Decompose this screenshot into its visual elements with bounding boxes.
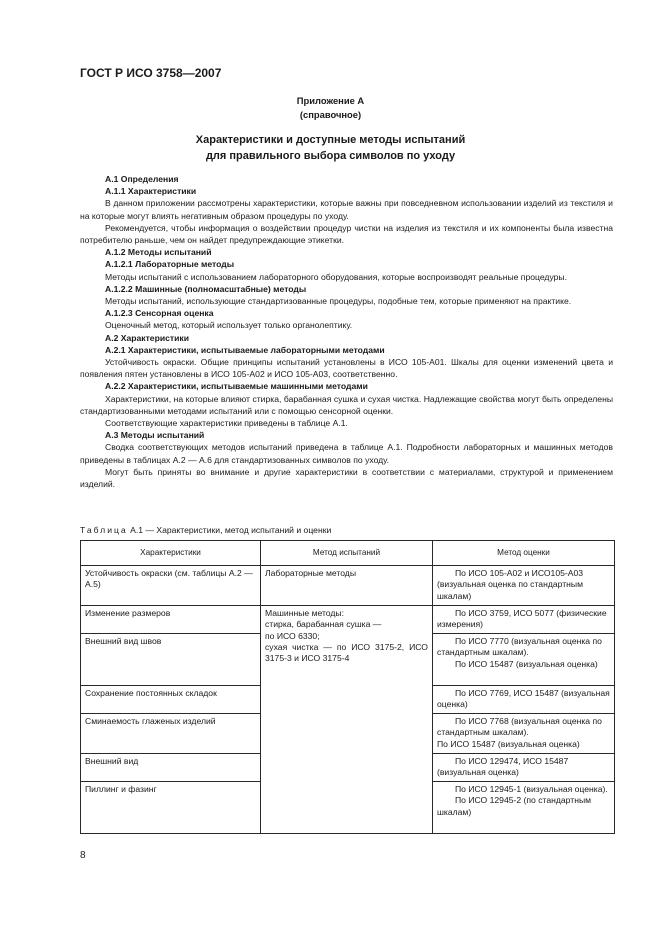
section-heading: А.1 Определения (105, 174, 179, 184)
section-heading: А.3 Методы испытаний (105, 430, 205, 441)
machine-method-line: сухая чистка — по ИСО 3175-2, ИСО 3175-3 и ИСО 3175-4 (265, 641, 428, 664)
paragraph: Устойчивость окраски. Общие принципы испытаний установлены в ИСО 105-А01. Шкалы для оценки изменений цвета и появления пятен установлены в ИСО 105-А02 и ИСО 105-А03, соответственно. (80, 357, 613, 380)
machine-method-line: стирка, барабанная сушка — (265, 619, 382, 630)
machine-method-line: Машинные методы: (265, 608, 344, 618)
machine-method-line: по ИСО 6330; (265, 630, 320, 641)
table-caption (80, 525, 331, 535)
appendix-kind: (справочное) (299, 109, 362, 120)
header-characteristics: Характеристики (81, 541, 261, 566)
appendix-title-line-2: для правильного выбора символов по уходу (205, 150, 456, 162)
table-row (81, 566, 615, 606)
evaluation-cell: По ИСО 129474, ИСО 15487 (визуальная оценка) (433, 754, 615, 782)
evaluation-cell (433, 634, 615, 686)
evaluation-line: По ИСО 7768 (визуальная оценка по стандартным шкалам). (437, 716, 602, 738)
characteristic-cell: Пиллинг и фазинг (81, 782, 261, 834)
evaluation-cell: По ИСО 3759, ИСО 5077 (физические измерения) (433, 606, 615, 634)
table-row (81, 606, 615, 634)
paragraph: Могут быть приняты во внимание и другие характеристики в соответствии с материалами, структурой и применением изделий. (80, 466, 613, 490)
characteristic-cell: Внешний вид швов (81, 634, 261, 686)
body-text (80, 173, 613, 490)
paragraph: Характеристики, на которые влияют стирка, барабанная сушка и сухая чистка. Надлежащие свойства могут быть определены стандартизованными методами испытаний или с помощью сенсорной оценки. (80, 393, 613, 416)
evaluation-cell (433, 714, 615, 754)
appendix-label: Приложение А (296, 95, 365, 106)
table-caption-prefix: Таблица (80, 525, 128, 535)
table-caption-text: А.1 — Характеристики, метод испытаний и оценки (130, 525, 332, 535)
evaluation-line: По ИСО 12945-2 (по стандартным шкалам) (437, 795, 592, 817)
header-test-method: Метод испытаний (261, 541, 433, 566)
paragraph: Методы испытаний, использующие стандартизованные процедуры, подобные тем, которые применяют на практике. (105, 296, 572, 307)
evaluation-line: По ИСО 12945-1 (визуальная оценка). (455, 784, 608, 794)
evaluation-line: По ИСО 15487 (визуальная оценка) (455, 658, 598, 669)
evaluation-line: По ИСО 15487 (визуальная оценка) (437, 738, 580, 749)
table-header-row (81, 541, 615, 566)
paragraph: Соответствующие характеристики приведены в таблице А.1. (105, 418, 348, 429)
section-heading: А.2.1 Характеристики, испытываемые лабораторными методами (105, 344, 385, 355)
section-heading: А.1.2.2 Машинные (полномасштабные) методы (105, 283, 307, 294)
paragraph: Сводка соответствующих методов испытаний приведена в таблице А.1. Подробности лабораторных и машинных методов приведены в таблицах А.2 — А.6 для стандартизованных символов по уходу. (80, 442, 613, 465)
characteristic-cell: Устойчивость окраски (см. таблицы А.2 — А.5) (81, 566, 261, 606)
characteristic-cell: Внешний вид (81, 754, 261, 782)
lab-method-cell: Лабораторные методы (261, 566, 433, 606)
characteristic-cell: Сминаемость глаженых изделий (81, 714, 261, 754)
section-heading: А.1.2.3 Сенсорная оценка (105, 308, 214, 319)
header-evaluation-method: Метод оценки (433, 541, 615, 566)
section-heading: А.1.2.1 Лабораторные методы (105, 259, 235, 270)
characteristic-cell: Изменение размеров (81, 606, 261, 634)
section-heading: А.1.2 Методы испытаний (105, 247, 212, 258)
paragraph: В данном приложении рассмотрены характеристики, которые важны при повседневном использовании изделий из текстиля и на которые могут влиять негативным образом процедуры по уходу. (80, 198, 613, 221)
paragraph: Рекомендуется, чтобы информация о воздействии процедур чистки на изделия из текстиля и их компоненты была известна потребителю раньше, чем он найдет предупреждающие этикетки. (80, 222, 613, 246)
appendix-title-line-1: Характеристики и доступные методы испытаний (195, 134, 466, 146)
characteristic-cell: Сохранение постоянных складок (81, 686, 261, 714)
evaluation-line: По ИСО 7770 (визуальная оценка по стандартным шкалам). (437, 636, 602, 658)
evaluation-cell: По ИСО 105-А02 и ИСО105-А03 (визуальная оценка по стандартным шкалам) (433, 566, 615, 606)
paragraph: Оценочный метод, который использует только органолептику. (105, 320, 353, 331)
evaluation-cell (433, 782, 615, 834)
page-number: 8 (80, 850, 86, 861)
paragraph: Методы испытаний с использованием лабораторного оборудования, которые воспроизводят реальные процедуры. (105, 271, 567, 282)
section-heading: А.2 Характеристики (105, 332, 189, 343)
document-code: ГОСТ Р ИСО 3758—2007 (80, 66, 222, 80)
methods-table (80, 540, 615, 834)
machine-method-cell (261, 606, 433, 834)
section-heading: А.1.1 Характеристики (105, 186, 197, 197)
section-heading: А.2.2 Характеристики, испытываемые машинными методами (105, 381, 368, 392)
evaluation-cell: По ИСО 7769, ИСО 15487 (визуальная оценка) (433, 686, 615, 714)
